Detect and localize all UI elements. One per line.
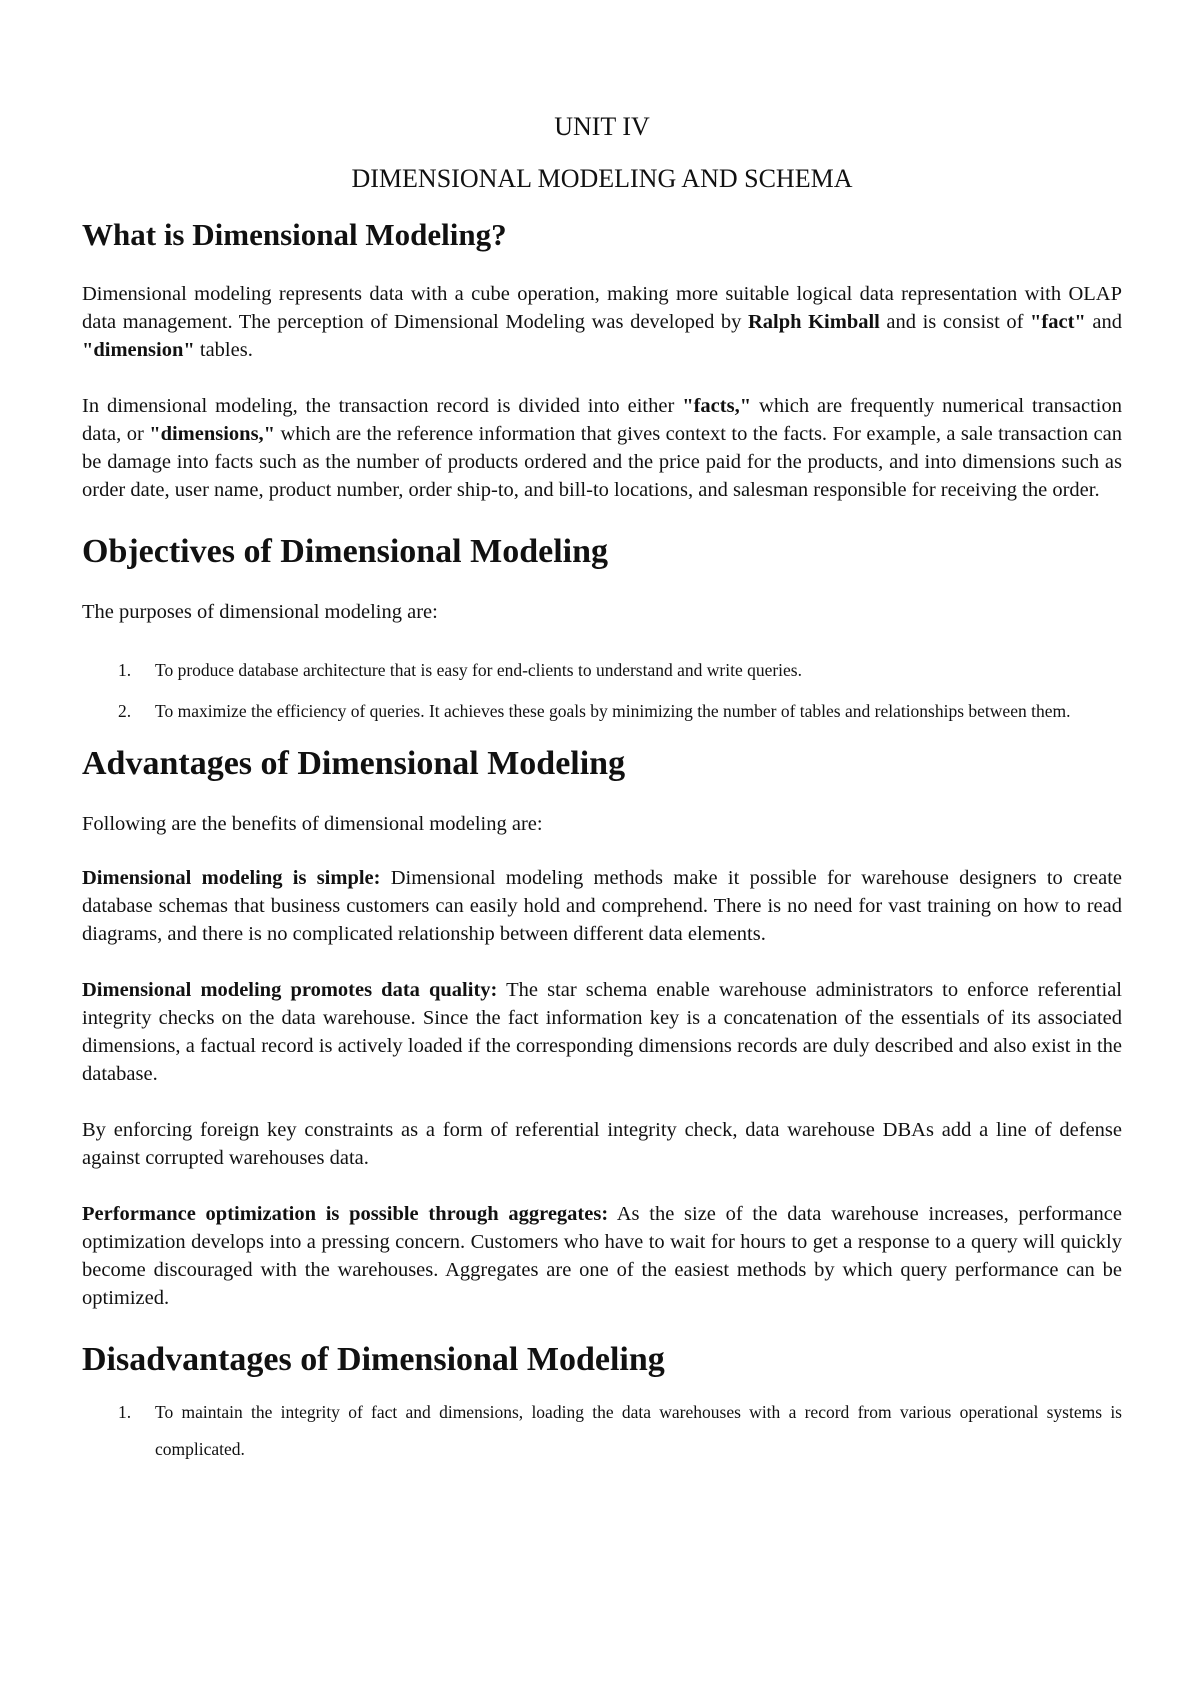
document-page [82, 112, 1122, 1472]
advantage-performance: Performance optimization is possible through aggregates: As the size of the data warehouse increases, performance optimization develops into a pressing concern. Customers who have to wait for hours to get a response to a query will quickly become discouraged with the warehouses. Aggregates are one of the easiest methods by which query performance can be optimized. [82, 1203, 1122, 1309]
heading-advantages: Advantages of Dimensional Modeling [82, 745, 626, 782]
heading-what-is: What is Dimensional Modeling? [82, 217, 507, 252]
disadvantages-list [82, 1394, 1122, 1468]
heading-objectives: Objectives of Dimensional Modeling [82, 533, 609, 570]
list-item: 2. To maximize the efficiency of queries. It achieves these goals by minimizing the number of tables and relationships between them. [118, 701, 1071, 721]
list-item: 1. To produce database architecture that is easy for end-clients to understand and write queries. [118, 660, 802, 680]
advantages-intro: Following are the benefits of dimensional modeling are: [82, 813, 543, 835]
objectives-intro: The purposes of dimensional modeling are: [82, 601, 438, 623]
what-is-paragraph-1: Dimensional modeling represents data with a cube operation, making more suitable logical data representation with OLAP data management. The perception of Dimensional Modeling was developed by Ralph Kimball and is consist of "fact" and "dimension" tables. [82, 283, 1122, 361]
objectives-list [82, 652, 1122, 730]
what-is-paragraph-2: In dimensional modeling, the transaction record is divided into either "facts," which are frequently numerical transaction data, or "dimensions," which are the reference information that gives context to the facts. For example, a sale transaction can be damage into facts such as the number of products ordered and the price paid for the products, and into dimensions such as order date, user name, product number, order ship-to, and bill-to locations, and salesman responsible for receiving the order. [82, 395, 1122, 501]
unit-subtitle: DIMENSIONAL MODELING AND SCHEMA [351, 164, 853, 193]
unit-title: UNIT IV [554, 112, 650, 141]
list-item: 1. To maintain the integrity of fact and dimensions, loading the data warehouses with a record from various operational systems is complicated. [118, 1402, 1122, 1459]
advantage-foreign-key: By enforcing foreign key constraints as a form of referential integrity check, data warehouse DBAs add a line of defense against corrupted warehouses data. [82, 1119, 1122, 1169]
heading-disadvantages: Disadvantages of Dimensional Modeling [82, 1341, 665, 1378]
advantage-quality: Dimensional modeling promotes data quality: The star schema enable warehouse administrators to enforce referential integrity checks on the data warehouse. Since the fact information key is a concatenation of the essentials of its associated dimensions, a factual record is actively loaded if the corresponding dimensions records are duly described and also exist in the database. [82, 979, 1122, 1085]
advantage-simple: Dimensional modeling is simple: Dimensional modeling methods make it possible for warehouse designers to create database schemas that business customers can easily hold and comprehend. There is no need for vast training on how to read diagrams, and there is no complicated relationship between different data elements. [82, 867, 1122, 945]
